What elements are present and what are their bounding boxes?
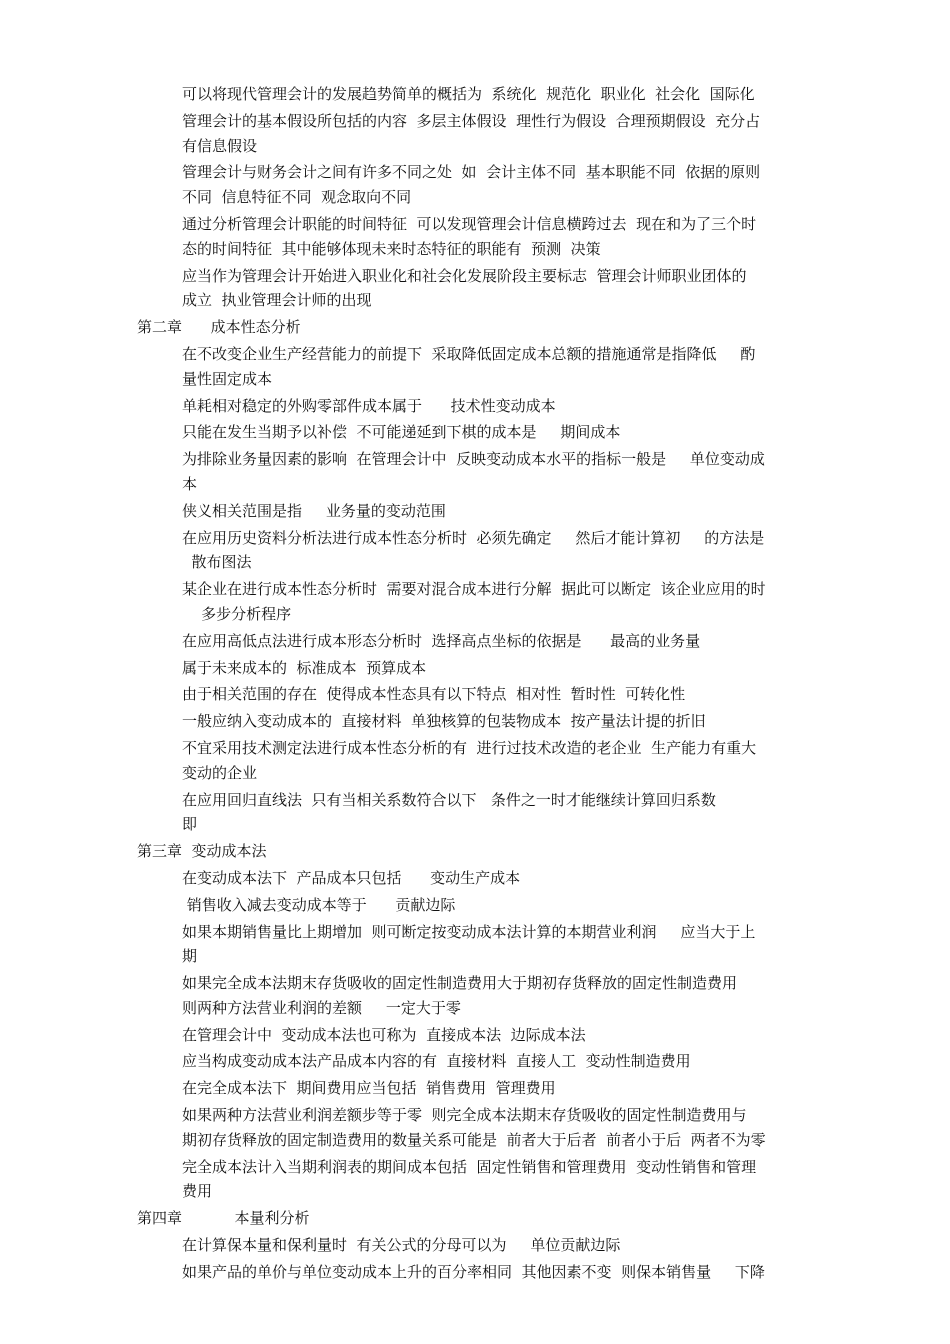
text-line: 如果两种方法营业利润差额步等于零 则完全成本法期末存货吸收的固定性制造费用与	[182, 1106, 747, 1125]
question-item	[0, 526, 950, 578]
text-line: 可以将现代管理会计的发展趋势简单的概括为 系统化 规范化 职业化 社会化 国际化	[182, 85, 755, 103]
question-item	[0, 629, 950, 656]
text-line: 在管理会计中 变动成本法也可称为 直接成本法 边际成本法	[182, 1025, 586, 1044]
text-line: 在应用高低点法进行成本形态分析时 选择高点坐标的依据是 最高的业务量	[182, 631, 701, 650]
text-line: 通过分析管理会计职能的时间特征 可以发现管理会计信息横跨过去 现在和为了三个时	[182, 214, 757, 233]
question-item	[0, 709, 950, 736]
text-line: 第二章 成本性态分析	[137, 318, 301, 337]
text-line: 在完全成本法下 期间费用应当包括 销售费用 管理费用	[182, 1079, 556, 1098]
question-item	[0, 1260, 950, 1287]
question-item	[0, 788, 950, 840]
text-line: 管理会计与财务会计之间有许多不同之处 如 会计主体不同 基本职能不同 依据的原则	[182, 163, 761, 182]
question-item	[0, 1103, 950, 1155]
text-line: 散布图法	[182, 553, 252, 572]
text-line: 如果本期销售量比上期增加 则可断定按变动成本法计算的本期营业利润 应当大于上	[182, 922, 756, 941]
question-item	[0, 420, 950, 447]
text-line: 态的时间特征 其中能够体现未来时态特征的职能有 预测 决策	[182, 239, 601, 258]
question-item	[0, 394, 950, 421]
text-line: 销售收入减去变动成本等于 贡献边际	[182, 895, 456, 914]
text-line: 在应用回归直线法 只有当相关系数符合以下 条件之一时才能继续计算回归系数	[182, 790, 716, 809]
question-item	[0, 264, 950, 316]
question-item	[0, 577, 950, 629]
text-line: 变动的企业	[182, 763, 258, 782]
text-line: 一般应纳入变动成本的 直接材料 单独核算的包装物成本 按产量法计提的折旧	[182, 712, 706, 731]
document-page	[0, 82, 950, 1287]
text-line: 为排除业务量因素的影响 在管理会计中 反映变动成本水平的指标一般是 单位变动成	[182, 450, 765, 469]
text-line: 应当构成变动成本法产品成本内容的有 直接材料 直接人工 变动性制造费用	[182, 1052, 691, 1071]
text-line: 单耗相对稳定的外购零部件成本属于 技术性变动成本	[182, 396, 556, 415]
text-line: 如果产品的单价与单位变动成本上升的百分率相同 其他因素不变 则保本销售量 下降	[182, 1262, 765, 1281]
question-item	[0, 1233, 950, 1260]
text-line: 第三章 变动成本法	[137, 842, 267, 861]
question-item	[0, 447, 950, 499]
text-line: 则两种方法营业利润的差额 一定大于零	[182, 998, 461, 1017]
chapter-heading	[0, 1206, 950, 1233]
chapter-heading	[0, 315, 950, 342]
text-line: 应当作为管理会计开始进入职业化和社会化发展阶段主要标志 管理会计师职业团体的	[182, 266, 747, 285]
question-item	[0, 160, 950, 212]
text-line: 在计算保本量和保利量时 有关公式的分母可以为 单位贡献边际	[182, 1236, 621, 1255]
question-item	[0, 499, 950, 526]
text-line: 在变动成本法下 产品成本只包括 变动生产成本	[182, 868, 521, 887]
text-line: 期初存货释放的固定制造费用的数量关系可能是 前者大于后者 前者小于后 两者不为零	[182, 1130, 766, 1149]
question-item	[0, 1023, 950, 1050]
text-line: 在应用历史资料分析法进行成本性态分析时 必须先确定 然后才能计算初 的方法是	[182, 528, 765, 547]
text-line: 本	[182, 474, 198, 493]
text-line: 不宜采用技术测定法进行成本性态分析的有 进行过技术改造的老企业 生产能力有重大	[182, 738, 757, 757]
question-item	[0, 971, 950, 1023]
text-line: 管理会计的基本假设所包括的内容 多层主体假设 理性行为假设 合理预期假设 充分占	[182, 111, 761, 130]
question-item	[0, 656, 950, 683]
text-line: 有信息假设	[182, 136, 258, 155]
chapter-heading	[0, 839, 950, 866]
text-line: 由于相关范围的存在 使得成本性态具有以下特点 相对性 暂时性 可转化性	[182, 685, 686, 704]
text-line: 完全成本法计入当期利润表的期间成本包括 固定性销售和管理费用 变动性销售和管理	[182, 1157, 757, 1176]
question-item	[0, 866, 950, 893]
text-line: 某企业在进行成本性态分析时 需要对混合成本进行分解 据此可以断定 该企业应用的时	[182, 580, 766, 599]
text-line: 量性固定成本	[182, 369, 273, 388]
text-line: 即	[182, 815, 198, 834]
question-item	[0, 736, 950, 788]
text-line: 如果完全成本法期末存货吸收的固定性制造费用大于期初存货释放的固定性制造费用	[182, 974, 738, 993]
question-item	[0, 920, 950, 972]
text-line: 成立 执业管理会计师的出现	[182, 291, 372, 310]
text-line: 在不改变企业生产经营能力的前提下 采取降低固定成本总额的措施通常是指降低 酌	[182, 344, 756, 363]
question-item	[0, 1049, 950, 1076]
text-line: 侠义相关范围是指 业务量的变动范围	[182, 501, 446, 520]
question-item	[0, 212, 950, 264]
text-line: 期	[182, 947, 198, 966]
question-item	[0, 682, 950, 709]
text-line: 只能在发生当期予以补偿 不可能递延到下棋的成本是 期间成本	[182, 423, 621, 442]
question-item	[0, 893, 950, 920]
text-line: 费用	[182, 1182, 213, 1201]
text-line: 多步分析程序	[182, 604, 292, 623]
question-item	[0, 109, 950, 161]
question-item	[0, 1155, 950, 1207]
question-item	[0, 1076, 950, 1103]
text-line: 属于未来成本的 标准成本 预算成本	[182, 658, 427, 677]
question-item	[0, 342, 950, 394]
text-line: 不同 信息特征不同 观念取向不同	[182, 188, 412, 207]
question-item	[0, 82, 950, 109]
text-line: 第四章 本量利分析	[137, 1209, 310, 1228]
